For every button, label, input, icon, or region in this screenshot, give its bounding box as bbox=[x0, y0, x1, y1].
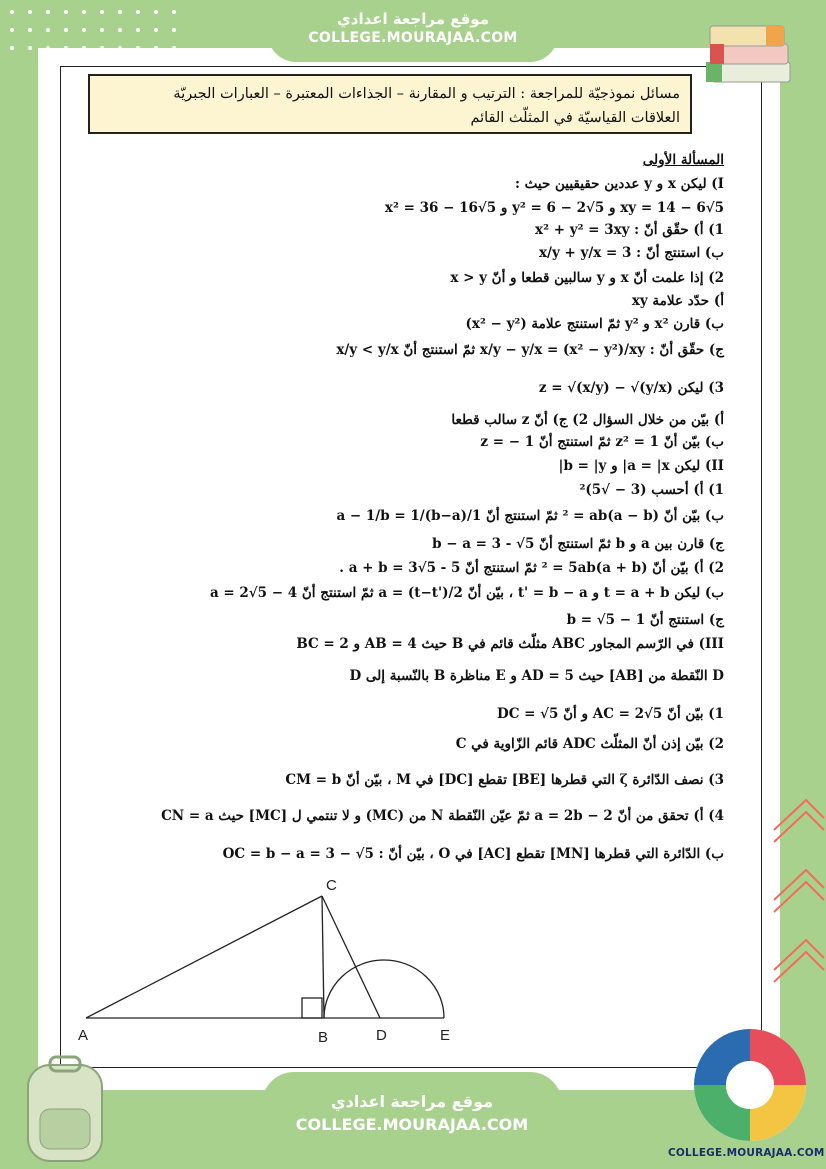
problem-line: 2) أ) بيّن أنّ (a + b)² = 5ab ثمّ استنتج أنّ a + b = 3√5 - 5 . bbox=[339, 560, 724, 576]
problem-line: ج) استنتج أنّ b = √5 − 1 bbox=[566, 612, 724, 628]
problem-line: ج) قارن بين a و b ثمّ استنتج أنّ b − a = 3 - √5 bbox=[432, 536, 724, 552]
problem-line: ب) ليكن t = a + b و t' = b − a ، بيّن أنّ a = (t−t')/2 ثمّ استنتج أنّ a = 2√5 − 4 bbox=[209, 585, 724, 601]
dot bbox=[64, 10, 68, 14]
dot bbox=[82, 28, 86, 32]
header-site-en[interactable]: COLLEGE.MOURAJAA.COM bbox=[308, 30, 518, 46]
problem-line: 3) نصف الدّائرة ζ التي قطرها [BE] تقطع [DC] في M ، بيّن أنّ CM = b bbox=[285, 772, 724, 788]
dot bbox=[10, 46, 14, 50]
problem-line: أ) بيّن من خلال السؤال 2) ج) أنّ z سالب قطعا bbox=[451, 412, 724, 428]
problem-line: ب) الدّائرة التي قطرها [MN] تقطع [AC] في O ، بيّن أنّ : OC = b − a = 3 − √5 bbox=[222, 846, 724, 862]
problem-line: 3) ليكن z = √(x/y) − √(y/x) bbox=[538, 380, 724, 396]
dot bbox=[28, 46, 32, 50]
label-D: D bbox=[376, 1027, 387, 1044]
dot bbox=[118, 28, 122, 32]
dot bbox=[100, 10, 104, 14]
segment-AC bbox=[86, 896, 322, 1018]
problem-line: 2) بيّن إذن أنّ المثلّث ADC قائم الزّاوية في C bbox=[455, 736, 724, 752]
title-line-1: مسائل نموذجيّة للمراجعة : الترتيب و المقارنة – الجذاءات المعتبرة – العبارات الجبريّة bbox=[173, 86, 680, 102]
problem-heading: المسألة الأولى bbox=[642, 152, 724, 168]
problem-line: II) ليكن a = |x| و b = |y| bbox=[558, 458, 724, 474]
header-tab bbox=[268, 0, 558, 62]
problem-line: I) ليكن x و y عددين حقيقيين حيث : bbox=[514, 176, 724, 192]
dot bbox=[100, 28, 104, 32]
footer-logo-text: COLLEGE.MOURAJAA.COM bbox=[668, 1147, 825, 1159]
label-C: C bbox=[326, 877, 337, 894]
problem-line: 1) أ) أحسب (3 − √5)² bbox=[579, 482, 724, 498]
problem-line: D النّقطة من [AB] حيث AD = 5 و E مناظرة B بالنّسبة إلى D bbox=[349, 668, 724, 684]
dot bbox=[172, 28, 176, 32]
school-circle-logo-icon bbox=[690, 1025, 810, 1145]
title-line-2: العلاقات القياسيّة في المثلّث القائم bbox=[470, 110, 680, 126]
problem-line: ج) حقّق أنّ : x/y − y/x = (x² − y²)/xy ثمّ استنتج أنّ x/y < y/x bbox=[336, 342, 724, 358]
header-site-ar: موقع مراجعة اعدادي bbox=[337, 10, 489, 28]
books-icon bbox=[706, 10, 796, 90]
problem-line: 1) أ) حقّق أنّ : x² + y² = 3xy bbox=[535, 222, 724, 238]
footer-tab bbox=[262, 1072, 562, 1169]
dot bbox=[118, 10, 122, 14]
dot bbox=[28, 10, 32, 14]
problem-line: III) في الرّسم المجاور ABC مثلّث قائم في B حيث AB = 4 و BC = 2 bbox=[296, 636, 724, 652]
label-A: A bbox=[78, 1027, 89, 1044]
dot bbox=[82, 10, 86, 14]
backpack-icon bbox=[10, 1055, 120, 1165]
chevron-up-icon bbox=[766, 790, 826, 1020]
label-B: B bbox=[318, 1029, 329, 1046]
footer-site-ar: موقع مراجعة اعدادي bbox=[330, 1092, 494, 1111]
dot bbox=[136, 28, 140, 32]
problem-line: xy = 14 − 6√5 و y² = 6 − 2√5 و x² = 36 − 16√5 bbox=[384, 200, 724, 216]
problem-line: ب) بيّن أنّ z² = 1 ثمّ استنتج أنّ z = − 1 bbox=[480, 434, 724, 450]
problem-line: أ) حدّد علامة xy bbox=[631, 293, 724, 309]
segment-CD bbox=[322, 896, 380, 1018]
problem-line: 2) إذا علمت أنّ x و y سالبين قطعا و أنّ x > y bbox=[450, 270, 724, 286]
problem-line: 4) أ) تحقق من أنّ a = 2b − 2 ثمّ عيّن النّقطة N من (MC) و لا تنتمي ل [MC] حيث CN = a bbox=[161, 808, 724, 824]
dot bbox=[172, 10, 176, 14]
dot bbox=[154, 28, 158, 32]
right-angle-mark bbox=[302, 998, 322, 1018]
title-box bbox=[88, 74, 692, 134]
dot bbox=[154, 10, 158, 14]
triangle-figure bbox=[74, 868, 474, 1048]
problem-line: ب) قارن x² و y² ثمّ استنتج علامة (x² − y²) bbox=[465, 316, 724, 332]
dot bbox=[64, 28, 68, 32]
problem-line: 1) بيّن أنّ AC = 2√5 و أنّ DC = √5 bbox=[497, 706, 724, 722]
dot bbox=[28, 28, 32, 32]
label-E: E bbox=[440, 1027, 451, 1044]
problem-line: ب) استنتج أنّ : x/y + y/x = 3 bbox=[538, 245, 724, 261]
dot bbox=[46, 28, 50, 32]
dot bbox=[10, 28, 14, 32]
semicircle-zeta bbox=[324, 960, 444, 1018]
problem-line: ب) بيّن أنّ (a − b)² = ab ثمّ استنتج أنّ 1/a − 1/b = 1/(b−a) bbox=[336, 508, 724, 524]
footer-site-en[interactable]: COLLEGE.MOURAJAA.COM bbox=[295, 1115, 529, 1134]
dot bbox=[46, 10, 50, 14]
dot bbox=[10, 10, 14, 14]
dot bbox=[136, 10, 140, 14]
